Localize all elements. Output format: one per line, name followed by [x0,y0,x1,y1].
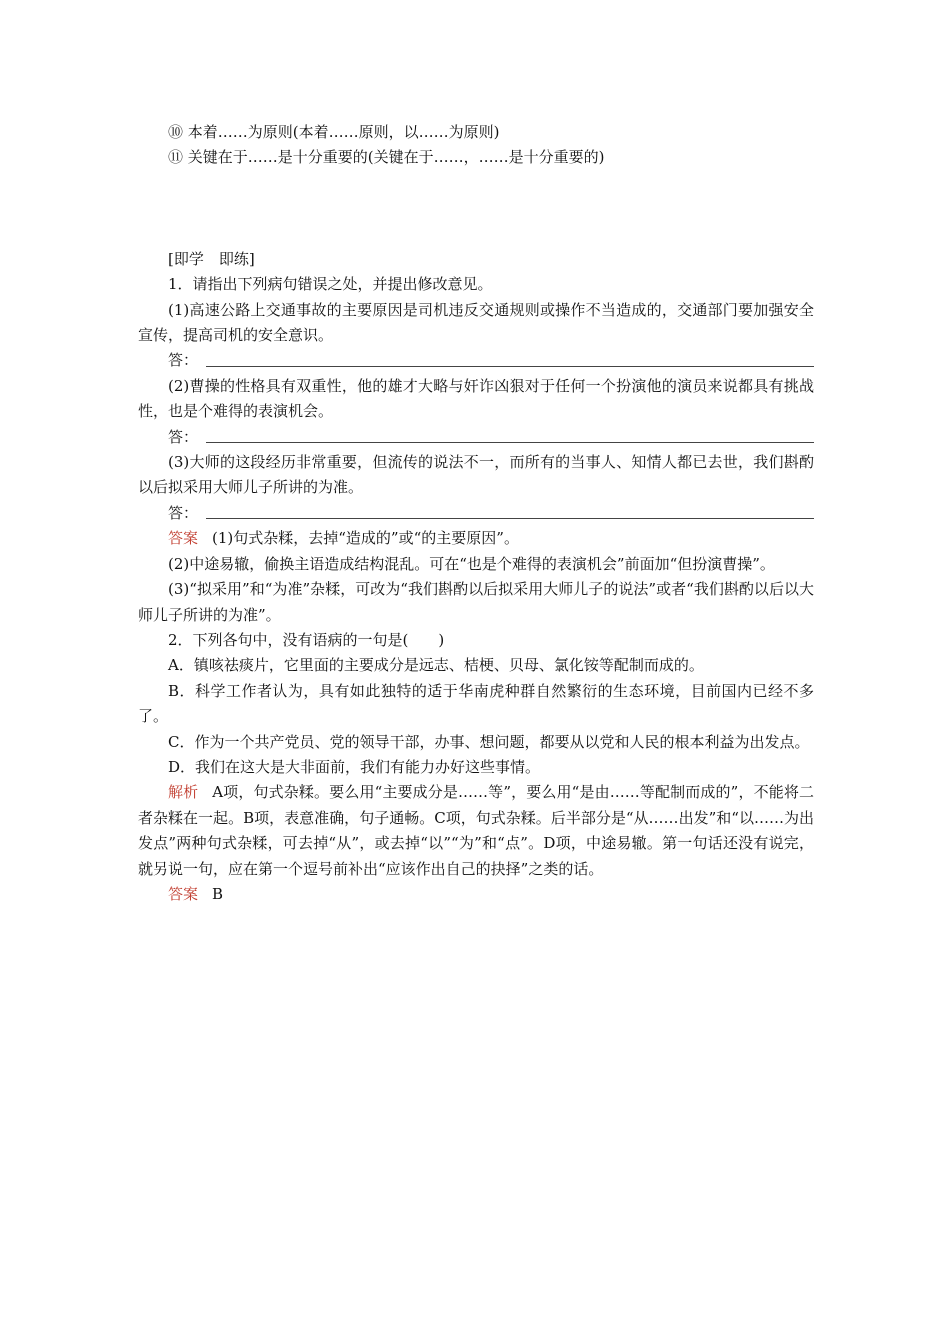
list-item-10: ⑩ 本着……为原则(本着……原则，以……为原则) [168,123,500,141]
question-1-answer-2: (2)中途易辙，偷换主语造成结构混乱。可在“也是个难得的表演机会”前面加“但扮演曹操”。 [168,554,775,573]
document-page [138,120,814,907]
question-1-sentence-1: (1)高速公路上交通事故的主要原因是司机违反交通规则或操作不当造成的，交通部门要加强安全宣传，提高司机的安全意识。 [138,300,814,345]
analysis-paragraph [138,780,814,882]
question-1-answer-3: (3)“拟采用”和“为准”杂糅，可改为“我们斟酌以后拟采用大师儿子的说法”或者“我们斟酌以后以大师儿子所讲的为准”。 [138,580,814,624]
answer-value: B [212,884,224,903]
list-item-11: ⑪ 关键在于……是十分重要的(关键在于……，……是十分重要的) [168,148,605,167]
option-c: C．作为一个共产党员、党的领导干部，办事、想问题，都要从以党和人民的根本利益为出发点。 [168,732,810,751]
option-d: D．我们在这大是大非面前，我们有能力办好这些事情。 [168,757,541,776]
answer-prompt: 答： [168,351,199,370]
answer-label: 答案 [168,884,199,903]
option-a: A．镇咳祛痰片，它里面的主要成分是远志、桔梗、贝母、氯化铵等配制而成的。 [168,656,704,675]
question-2-answer [138,882,814,907]
answer-blank [206,366,814,367]
answer-text-1: (1)句式杂糅，去掉“造成的”或“的主要原因”。 [212,529,519,548]
answer-prompt: 答： [168,427,199,446]
answer-label: 答案 [168,529,199,548]
question-1-sentence-3: (3)大师的这段经历非常重要，但流传的说法不一，而所有的当事人、知情人都已去世，我们斟酌以后拟采用大师儿子所讲的为准。 [138,453,814,497]
answer-blank [206,518,814,519]
question-1-sentence-2: (2)曹操的性格具有双重性，他的雄才大略与奸诈凶狠对于任何一个扮演他的演员来说都具有挑战性，也是个难得的表演机会。 [138,376,814,421]
analysis-text: A项，句式杂糅。要么用“主要成分是……等”，要么用“是由……等配制而成的”，不能将二者杂糅在一起。B项，表意准确，句子通畅。C项，句式杂糅。后半部分是“从……出发”和“以……为出发点”两种句式杂糅，可去掉“从”，或去掉“以”“为”和“点”。D项，中途易辙。第一句话还没有说完，就另说一句，应在第一个逗号前补出“应该作出自己的抉择”之类的话。 [138,783,814,878]
question-1-stem: 1．请指出下列病句错误之处，并提出修改意见。 [168,275,493,294]
answer-blank [206,442,814,443]
answer-line-2[interactable] [138,425,814,450]
answer-prompt: 答： [168,503,199,522]
analysis-label: 解析 [168,783,199,802]
option-b: B．科学工作者认为，具有如此独特的适于华南虎种群自然繁衍的生态环境，目前国内已经不多了。 [138,681,814,726]
question-2-stem: 2．下列各句中，没有语病的一句是( ) [168,630,445,649]
answer-line-3[interactable] [138,501,814,526]
answer-line-1[interactable] [138,348,814,373]
section-title: [即学 即练] [168,249,255,268]
question-1-answer-1 [138,526,814,551]
